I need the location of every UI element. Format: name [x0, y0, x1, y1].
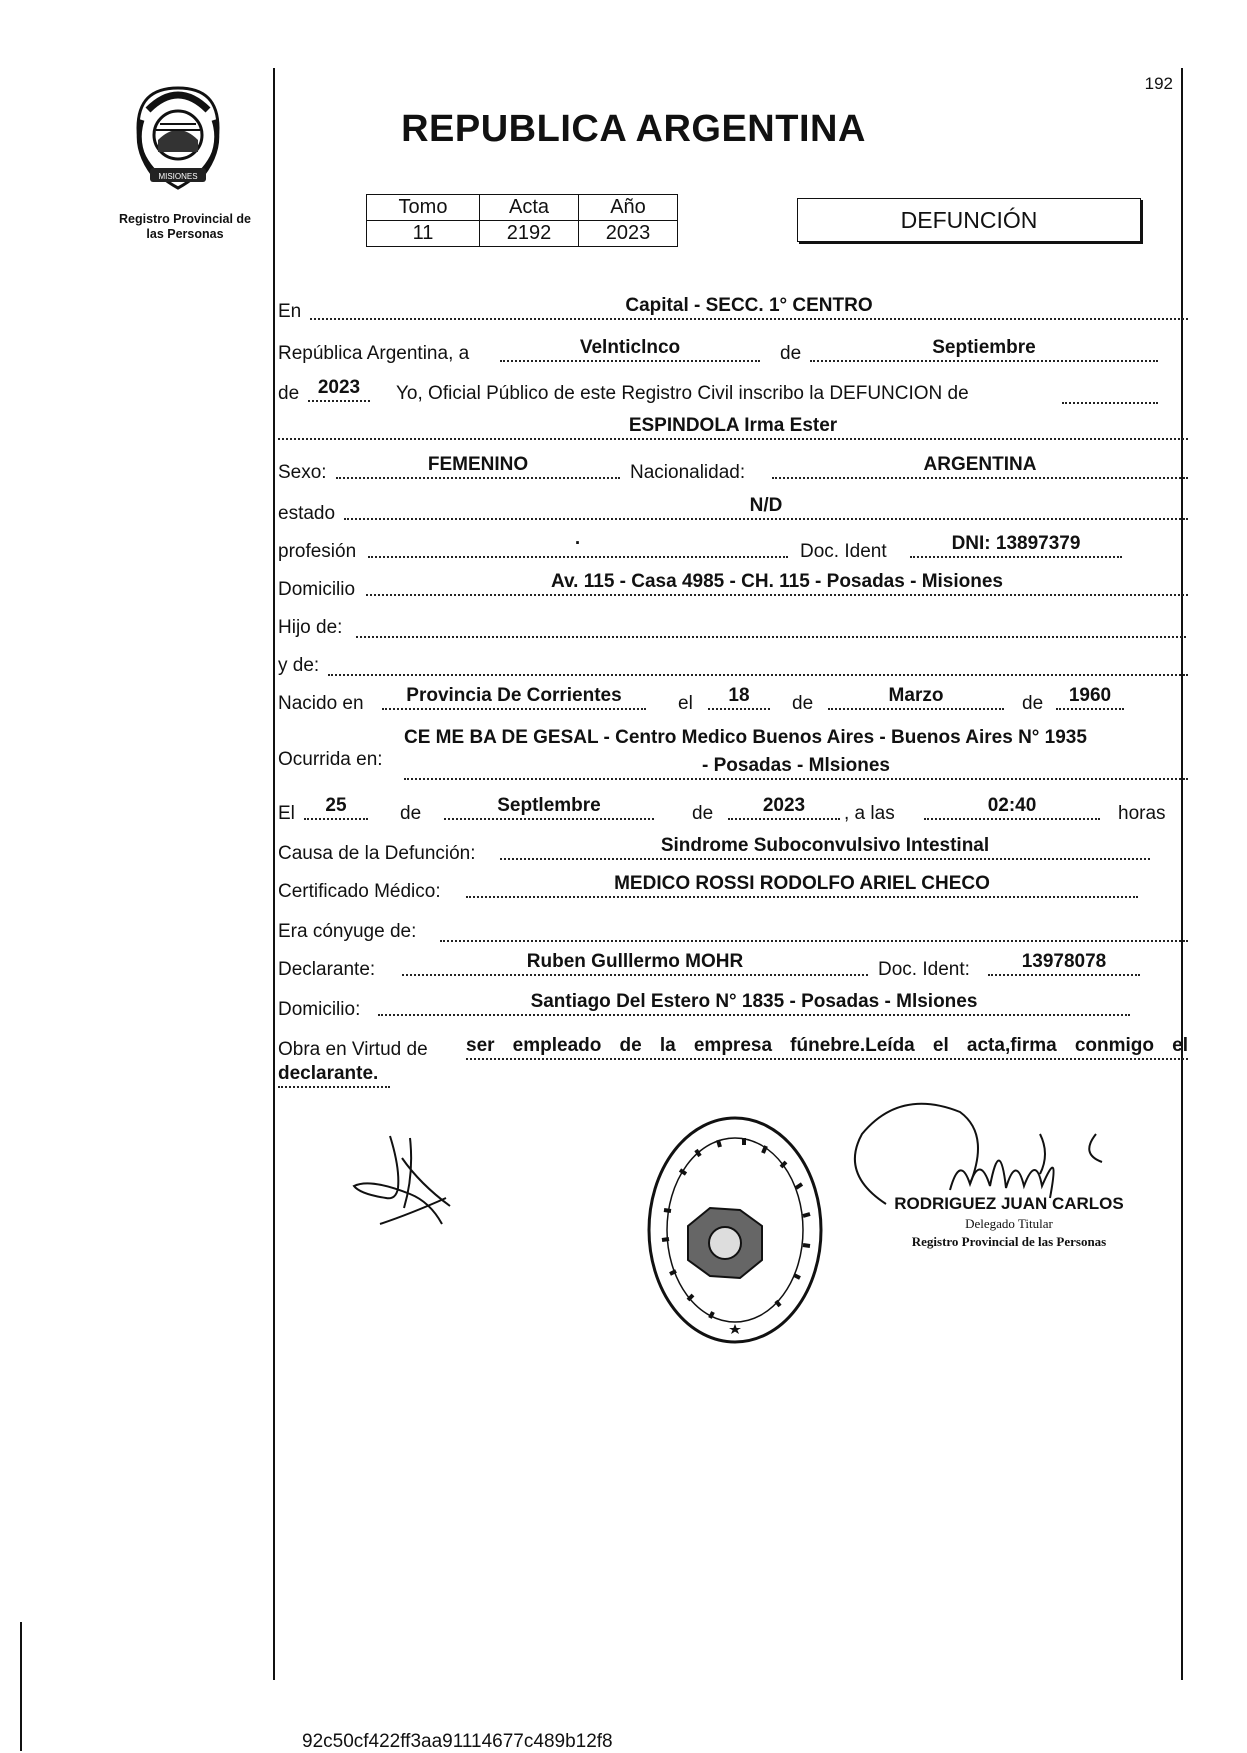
- doc2-label: Doc. Ident:: [878, 959, 970, 980]
- declarant-label: Declarante:: [278, 959, 376, 980]
- occurred-label: Ocurrida en:: [278, 749, 383, 770]
- en-label: En: [278, 301, 302, 322]
- record-type-box: DEFUNCIÓN: [797, 198, 1141, 242]
- deceased-name-value: ESPINDOLA Irma Ester: [278, 416, 1188, 440]
- declarant-value: Ruben Gulllermo MOHR: [402, 952, 868, 976]
- de-label-4: de: [1022, 693, 1044, 714]
- doc-value: DNI: 13897379: [910, 534, 1122, 558]
- occurred-line-2: - Posadas - Mlsiones: [404, 756, 1188, 780]
- tomo-value: 11: [367, 221, 480, 247]
- day-text-value: Velnticlnco: [500, 338, 760, 362]
- registry-name-line-2: las Personas: [146, 227, 224, 241]
- acta-header: Acta: [480, 195, 579, 221]
- registry-name-line-1: Registro Provincial de: [119, 212, 251, 226]
- address2-value: Santiago Del Estero N° 1835 - Posadas - Mlsiones: [378, 992, 1130, 1016]
- nationality-label: Nacionalidad:: [630, 462, 746, 483]
- row-occurred: [278, 726, 1188, 790]
- republica-label: República Argentina, a: [278, 343, 470, 364]
- de-label-6: de: [692, 803, 714, 824]
- row-capacity: [278, 1032, 1188, 1092]
- birth-month-value: Marzo: [828, 686, 1004, 710]
- acta-value: 2192: [480, 221, 579, 247]
- anio-value: 2023: [579, 221, 678, 247]
- de-label-1: de: [780, 343, 802, 364]
- de-label-3: de: [792, 693, 814, 714]
- en-value: Capital - SECC. 1° CENTRO: [310, 296, 1188, 320]
- death-time-value: 02:40: [924, 796, 1100, 820]
- spouse-value: [440, 918, 1188, 942]
- page-number: 192: [1144, 74, 1173, 93]
- address2-label: Domicilio:: [278, 999, 361, 1020]
- birth-day-value: 18: [708, 686, 770, 710]
- birth-place-value: Provincia De Corrientes: [382, 686, 646, 710]
- el-label: el: [678, 693, 693, 714]
- page-title: REPUBLICA ARGENTINA: [401, 108, 866, 150]
- de-label-5: de: [400, 803, 422, 824]
- cause-label: Causa de la Defunción:: [278, 843, 476, 864]
- left-margin-line: [273, 68, 275, 1680]
- nationality-value: ARGENTINA: [772, 455, 1188, 479]
- born-label: Nacido en: [278, 693, 364, 714]
- registry-name: [100, 212, 270, 242]
- reference-table: [366, 194, 678, 247]
- birth-year-value: 1960: [1056, 686, 1124, 710]
- occurred-line-1: CE ME BA DE GESAL - Centro Medico Buenos Aires - Buenos Aires N° 1935: [404, 727, 1087, 748]
- and-of-value: [328, 652, 1188, 676]
- de-label-2: de: [278, 383, 300, 404]
- profession-value: ·: [368, 534, 788, 558]
- marital-status-label: estado: [278, 503, 336, 524]
- address-label: Domicilio: [278, 579, 356, 600]
- address-value: Av. 115 - Casa 4985 - CH. 115 - Posadas - Misiones: [366, 572, 1188, 596]
- edge-mark-line: [20, 1622, 22, 1751]
- declaration-text: Yo, Oficial Público de este Registro Civil inscribo la DEFUNCION de: [396, 383, 969, 404]
- anio-header: Año: [579, 195, 678, 221]
- official-stamp-icon: [640, 1110, 830, 1350]
- cause-value: Sindrome Suboconvulsivo Intestinal: [500, 836, 1150, 860]
- official-role: Delegado Titular: [965, 1216, 1053, 1231]
- declarant-signature-icon: [350, 1128, 470, 1238]
- spouse-label: Era cónyuge de:: [278, 921, 417, 942]
- certificate-label: Certificado Médico:: [278, 881, 441, 902]
- month-value: Septiembre: [810, 338, 1158, 362]
- capacity-line-1: ser empleado de la empresa fúnebre.Leída el acta,firma conmigo el: [466, 1036, 1188, 1060]
- svg-text:MISIONES: MISIONES: [158, 172, 198, 181]
- hours-label: horas: [1118, 803, 1166, 824]
- child-of-value: [356, 614, 1186, 638]
- sex-value: FEMENINO: [336, 455, 620, 479]
- death-year-value: 2023: [728, 796, 840, 820]
- death-day-value: 25: [304, 796, 368, 820]
- official-registry: Registro Provincial de las Personas: [911, 1234, 1107, 1249]
- declaration-blank: [1062, 380, 1158, 404]
- at-label: , a las: [844, 803, 895, 824]
- child-of-label: Hijo de:: [278, 617, 343, 638]
- certificate-value: MEDICO ROSSI RODOLFO ARIEL CHECO: [466, 874, 1138, 898]
- capacity-line-2: declarante.: [278, 1064, 390, 1088]
- doc2-value: 13978078: [988, 952, 1140, 976]
- capacity-label: Obra en Virtud de: [278, 1039, 428, 1060]
- document-hash: 92c50cf422ff3aa91114677c489b12f8: [302, 1731, 613, 1752]
- el-label-2: El: [278, 803, 295, 824]
- death-month-value: Septlembre: [444, 796, 654, 820]
- marital-status-value: N/D: [344, 496, 1188, 520]
- official-block: [874, 1194, 1144, 1250]
- and-of-label: y de:: [278, 655, 320, 676]
- official-name: RODRIGUEZ JUAN CARLOS: [894, 1194, 1124, 1213]
- year-value: 2023: [308, 378, 370, 402]
- tomo-header: Tomo: [367, 195, 480, 221]
- profession-label: profesión: [278, 541, 357, 562]
- doc-label: Doc. Ident: [800, 541, 887, 562]
- sex-label: Sexo:: [278, 462, 327, 483]
